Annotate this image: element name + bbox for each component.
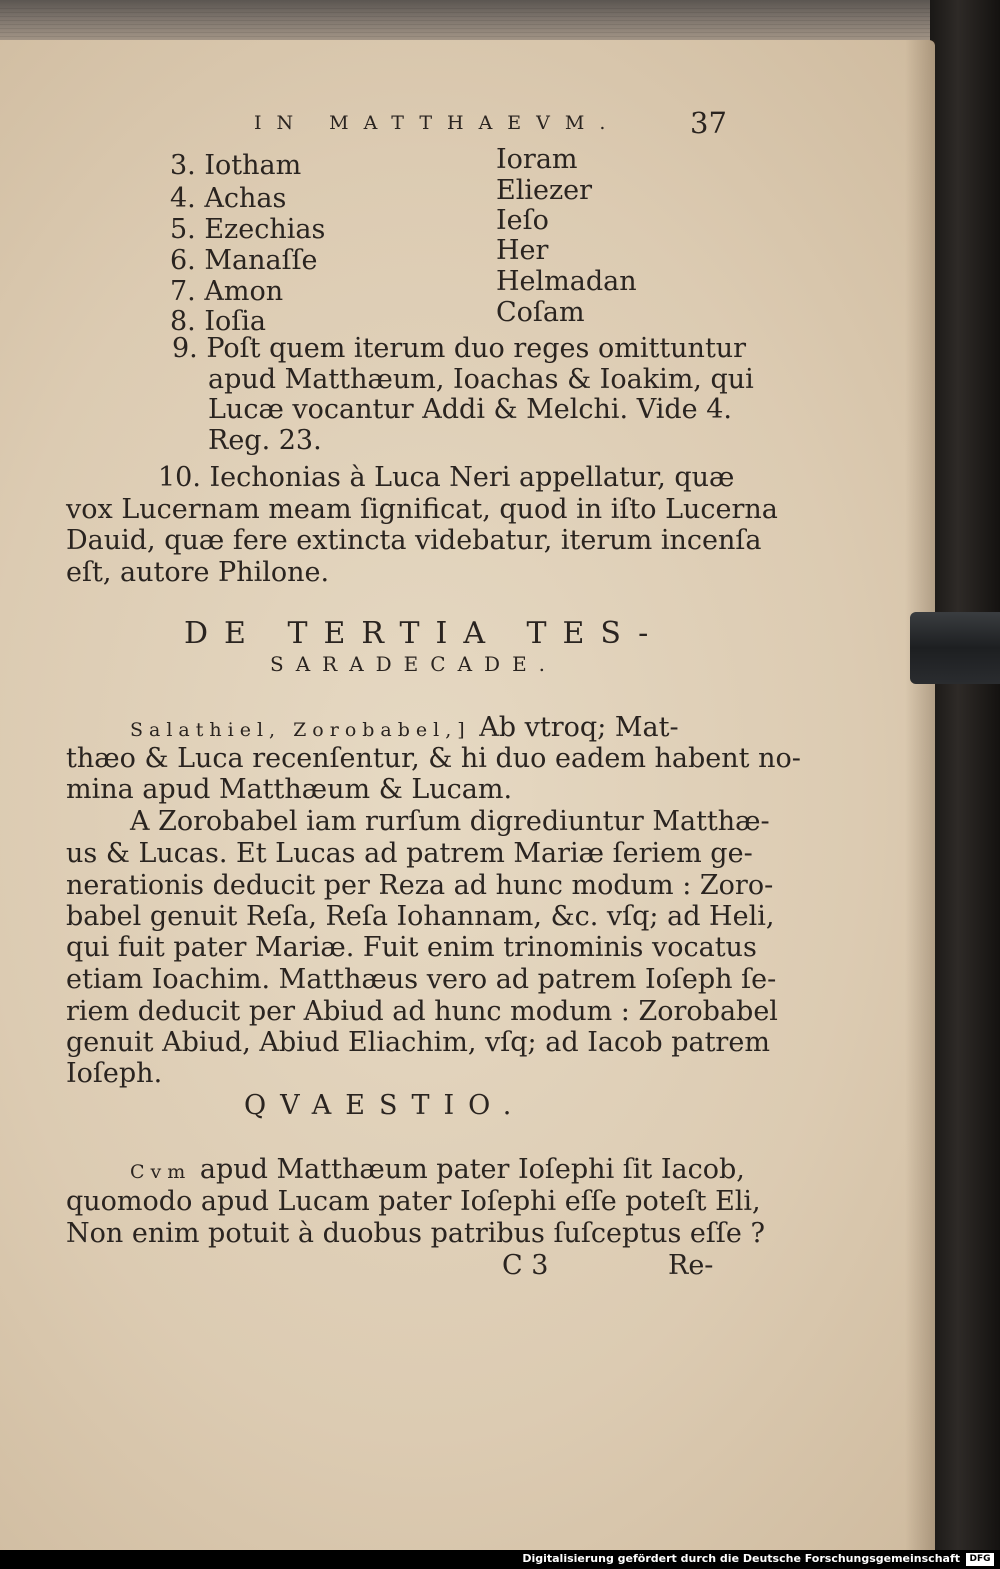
text-line: Dauid, quæ fere extincta videbatur, iterum incenſa bbox=[66, 525, 762, 556]
question-heading: QVAESTIO. bbox=[244, 1090, 526, 1121]
text-line-lead bbox=[130, 712, 679, 743]
text-line: quomodo apud Lucam pater Ioſephi eſſe poteſt Eli, bbox=[66, 1186, 761, 1217]
text-line: Reg. 23. bbox=[208, 425, 322, 456]
text-line-lead bbox=[130, 1154, 745, 1185]
text-line: Non enim potuit à duobus patribus ſuſceptus eſſe ? bbox=[66, 1218, 765, 1249]
list-left-item: 7. Amon bbox=[170, 276, 284, 307]
text-line: babel genuit Reſa, Reſa Iohannam, &c. vſq; ad Heli, bbox=[66, 901, 775, 932]
dfg-logo-icon: DFG bbox=[966, 1553, 994, 1566]
running-title: IN MATTHAEVM. bbox=[254, 112, 621, 134]
section-heading-continued: SARADECADE. bbox=[270, 652, 558, 676]
list-right-item: Her bbox=[496, 235, 549, 266]
text-line: vox Lucernam meam ſignificat, quod in iſto Lucerna bbox=[66, 494, 778, 525]
text-run: Ab vtroq; Mat- bbox=[479, 712, 679, 743]
text-line: A Zorobabel iam rurſum digrediuntur Matthæ- bbox=[130, 806, 770, 837]
text-line: riem deducit per Abiud ad hunc modum : Zorobabel bbox=[66, 996, 778, 1027]
list-left-item: 5. Ezechias bbox=[170, 214, 326, 245]
text-line: nerationis deducit per Reza ad hunc modum : Zoro- bbox=[66, 870, 774, 901]
list-left-item: 4. Achas bbox=[170, 183, 287, 214]
list-left-item: 3. Iotham bbox=[170, 150, 302, 181]
text-line: thæo & Luca recenſentur, & hi duo eadem habent no- bbox=[66, 743, 801, 774]
list-left-item: 6. Manaſſe bbox=[170, 245, 318, 276]
text-line: genuit Abiud, Abiud Eliachim, vſq; ad Iacob patrem bbox=[66, 1027, 770, 1058]
text-line: etiam Ioachim. Matthæus vero ad patrem Ioſeph ſe- bbox=[66, 964, 777, 995]
text-line: 9. Poſt quem iterum duo reges omittuntur bbox=[172, 333, 747, 364]
list-right-item: Eliezer bbox=[496, 175, 593, 206]
text-run: apud Matthæum pater Ioſephi ſit Iacob, bbox=[199, 1154, 745, 1185]
section-heading: DE TERTIA TES- bbox=[184, 616, 665, 651]
page-edge-shadow bbox=[905, 40, 935, 1550]
page-number: 37 bbox=[690, 106, 727, 140]
text-line: us & Lucas. Et Lucas ad patrem Mariæ ſeriem ge- bbox=[66, 838, 753, 869]
text-line: Lucæ vocantur Addi & Melchi. Vide 4. bbox=[208, 394, 732, 425]
list-right-item: Coſam bbox=[496, 297, 585, 328]
list-right-item: Ioram bbox=[496, 144, 578, 175]
catchword: Re- bbox=[668, 1250, 714, 1281]
list-left-item: 8. Ioſia bbox=[170, 306, 266, 337]
small-caps-lead: Cvm bbox=[130, 1161, 192, 1183]
text-line: qui fuit pater Mariæ. Fuit enim trinominis vocatus bbox=[66, 932, 757, 963]
list-right-item: Helmadan bbox=[496, 266, 637, 297]
book-clasp bbox=[910, 612, 1000, 684]
list-right-item: Ieſo bbox=[496, 205, 549, 236]
text-line: eſt, autore Philone. bbox=[66, 557, 330, 588]
digitization-credit: Digitalisierung gefördert durch die Deutsche Forschungsgemeinschaft bbox=[522, 1552, 960, 1565]
text-line: Ioſeph. bbox=[66, 1058, 163, 1089]
text-line: apud Matthæum, Ioachas & Ioakim, qui bbox=[208, 364, 754, 395]
small-caps-lead: Salathiel, Zorobabel,] bbox=[130, 719, 471, 741]
text-line: mina apud Matthæum & Lucam. bbox=[66, 774, 513, 805]
text-line: 10. Iechonias à Luca Neri appellatur, quæ bbox=[158, 462, 735, 493]
signature-mark: C 3 bbox=[502, 1250, 549, 1281]
book-binding bbox=[930, 0, 1000, 1550]
